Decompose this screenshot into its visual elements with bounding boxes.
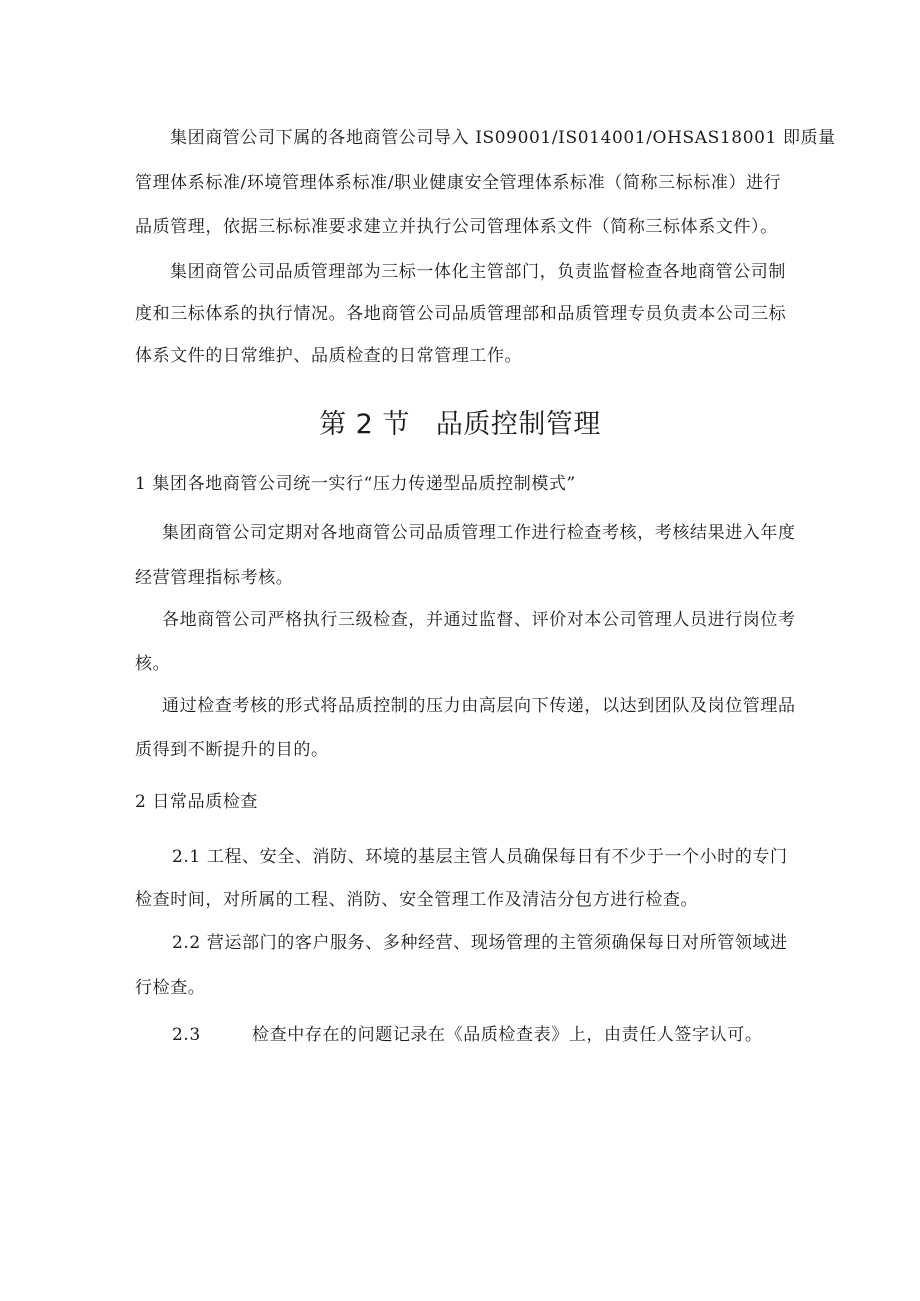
paragraph-2-line-1: 集团商管公司品质管理部为三标一体化主管部门，负责监督检查各地商管公司制: [170, 262, 786, 282]
section-number: 第 2 节: [319, 409, 410, 440]
item-2-3-line: [172, 1024, 762, 1046]
paragraph-3-line-1: 集团商管公司定期对各地商管公司品质管理工作进行检查考核，考核结果进入年度: [162, 523, 796, 543]
item-2-1-line-2: 检查时间，对所属的工程、消防、安全管理工作及清洁分包方进行检查。: [135, 890, 699, 910]
paragraph-1-line-1: 集团商管公司下属的各地商管公司导入 IS09001/IS014001/OHSAS18001 即质量: [170, 128, 836, 148]
item-2-1-line-1: [172, 846, 788, 868]
paragraph-1-line-2: 管理体系标准/环境管理体系标准/职业健康安全管理体系标准（简称三标标准）进行: [135, 173, 782, 193]
paragraph-2-line-3: 体系文件的日常维护、品质检查的日常管理工作。: [135, 346, 523, 366]
paragraph-5-line-2: 质得到不断提升的目的。: [135, 740, 329, 760]
item-2-1-number: 2.1: [172, 847, 201, 867]
item-2-2-line-2: 行检查。: [135, 978, 206, 998]
item-2-3-number: 2.3: [172, 1025, 201, 1045]
section-title: 品质控制管理: [435, 409, 601, 440]
paragraph-1-line-3: 品质管理，依据三标标准要求建立并执行公司管理体系文件（简称三标体系文件）。: [135, 217, 778, 237]
item-2-1-text: 工程、安全、消防、环境的基层主管人员确保每日有不少于一个小时的专门: [206, 847, 788, 867]
paragraph-5-line-1: 通过检查考核的形式将品质控制的压力由高层向下传递，以达到团队及岗位管理品: [162, 696, 796, 716]
paragraph-4-line-1: 各地商管公司严格执行三级检查，并通过监督、评价对本公司管理人员进行岗位考: [162, 610, 796, 630]
item-2-2-number: 2.2: [172, 933, 201, 953]
item-2-2-text: 营运部门的客户服务、多种经营、现场管理的主管须确保每日对所管领域进: [206, 933, 788, 953]
item-2-2-line-1: [172, 932, 788, 954]
section-heading: [0, 408, 920, 442]
item-1-title: 1 集团各地商管公司统一实行“压力传递型品质控制模式”: [135, 474, 576, 494]
item-2-title: 2 日常品质检查: [135, 792, 259, 812]
paragraph-2-line-2: 度和三标体系的执行情况。各地商管公司品质管理部和品质管理专员负责本公司三标: [135, 304, 787, 324]
item-2-3-text: 检查中存在的问题记录在《品质检查表》上，由责任人签字认可。: [252, 1025, 763, 1045]
paragraph-3-line-2: 经营管理指标考核。: [135, 568, 294, 588]
paragraph-4-line-2: 核。: [135, 654, 171, 674]
